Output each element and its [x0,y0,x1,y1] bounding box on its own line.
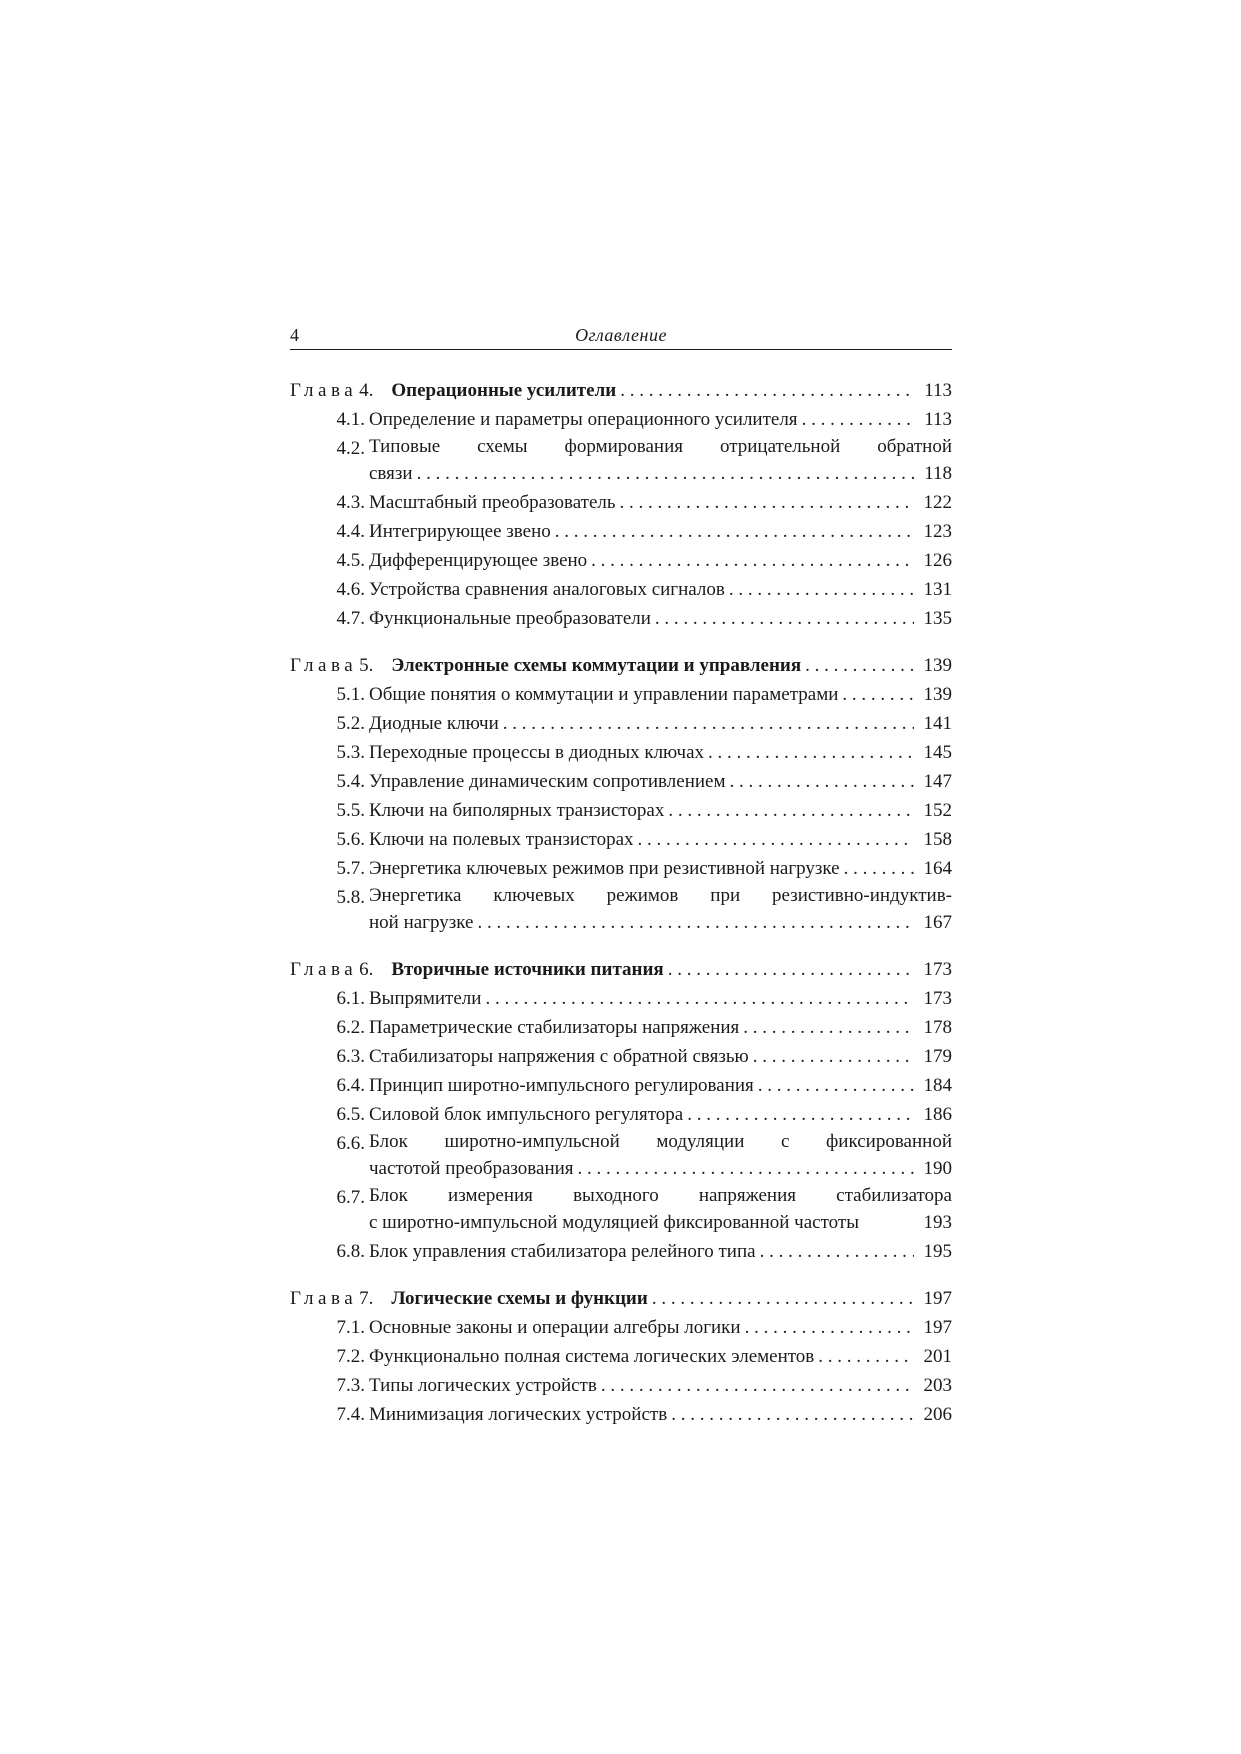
section-number: 7.4. [336,1404,365,1425]
dot-leader [620,488,914,517]
section-number: 6.3. [336,1046,365,1067]
section-page: 158 [923,829,952,850]
section-page: 123 [923,521,952,542]
section-entry[interactable] [290,825,952,854]
section-title: Интегрирующее звено [369,521,551,542]
dot-leader [591,546,914,575]
section-entry[interactable] [290,575,952,604]
chapter-page: 173 [923,959,952,980]
chapter-title: Вторичные источники питания [391,959,664,980]
section-title: Определение и параметры операционного усилителя [369,409,798,430]
section-page: 141 [923,713,952,734]
section-title [369,1183,952,1237]
section-number: 5.6. [336,829,365,850]
section-page: 190 [923,1158,952,1179]
section-entry[interactable] [290,984,952,1013]
chapter-entry[interactable] [290,955,952,984]
dot-leader [842,680,914,709]
chapter-block [290,651,952,937]
dot-leader [802,405,914,434]
section-title: Диодные ключи [369,713,499,734]
dot-leader [503,709,914,738]
section-number: 6.2. [336,1017,365,1038]
section-number: 5.4. [336,771,365,792]
section-entry[interactable] [290,738,952,767]
section-entry[interactable] [290,796,952,825]
chapter-number: 6. [359,959,374,980]
dot-leader [760,1237,914,1266]
section-page: 201 [923,1346,952,1367]
section-number: 4.2. [336,438,365,459]
section-entry[interactable] [290,680,952,709]
chapter-title: Операционные усилители [391,380,617,401]
section-title: Типы логических устройств [369,1375,597,1396]
dot-leader [620,376,914,405]
chapter-label: Глава [290,1288,358,1309]
chapter-block [290,955,952,1266]
dot-leader [729,575,914,604]
section-entry[interactable] [290,1183,952,1237]
section-entry[interactable] [290,1371,952,1400]
section-number: 5.3. [336,742,365,763]
section-title-line2: частотой преобразования [369,1158,574,1179]
chapter-page: 197 [923,1288,952,1309]
section-number: 6.8. [336,1241,365,1262]
section-page: 184 [923,1075,952,1096]
section-title: Принцип широтно-импульсного регулирования [369,1075,754,1096]
dot-leader [687,1100,914,1129]
section-page: 203 [923,1375,952,1396]
section-page: 164 [923,858,952,879]
page-number: 4 [290,325,299,345]
dot-leader [417,459,914,488]
section-entry[interactable] [290,1400,952,1429]
section-number: 6.7. [336,1187,365,1208]
section-entry[interactable] [290,604,952,633]
section-entry[interactable] [290,546,952,575]
section-number: 5.8. [336,887,365,908]
dot-leader [753,1042,914,1071]
dot-leader [578,1154,914,1183]
section-title-line2-row [369,1154,952,1183]
section-number: 4.3. [336,492,365,513]
section-entry[interactable] [290,1042,952,1071]
section-title-line2-row [369,459,952,488]
section-number: 6.1. [336,988,365,1009]
dot-leader [668,796,914,825]
section-title-line1: Блок измерения выходного напряжения стабилизатора [369,1185,952,1206]
section-title [369,1129,952,1183]
section-page: 186 [923,1104,952,1125]
dot-leader [638,825,915,854]
dot-leader [668,955,914,984]
section-page: 173 [923,988,952,1009]
section-number: 6.4. [336,1075,365,1096]
section-title: Устройства сравнения аналоговых сигналов [369,579,725,600]
section-number: 6.5. [336,1104,365,1125]
chapter-block [290,1284,952,1429]
dot-leader [818,1342,914,1371]
section-entry[interactable] [290,1237,952,1266]
section-title-line2: ной нагрузке [369,912,474,933]
section-number: 4.6. [336,579,365,600]
chapter-number: 4. [359,380,374,401]
section-number: 5.1. [336,684,365,705]
section-number: 6.6. [336,1133,365,1154]
section-entry[interactable] [290,517,952,546]
section-number: 7.2. [336,1346,365,1367]
dot-leader [743,1013,914,1042]
chapter-label: Глава [290,380,358,401]
section-page: 131 [923,579,952,600]
section-page: 197 [923,1317,952,1338]
section-page: 145 [923,742,952,763]
section-title: Переходные процессы в диодных ключах [369,742,705,763]
section-page: 122 [923,492,952,513]
running-header [290,325,952,350]
dot-leader [477,908,914,937]
section-entry[interactable] [290,767,952,796]
toc-page [290,325,952,1447]
section-title [369,883,952,937]
section-title: Ключи на биполярных транзисторах [369,800,665,821]
section-title: Блок управления стабилизатора релейного типа [369,1241,756,1262]
section-entry[interactable] [290,488,952,517]
chapter-title: Логические схемы и функции [391,1288,648,1309]
section-title: Функционально полная система логических элементов [369,1346,815,1367]
section-page: 167 [923,912,952,933]
section-title: Параметрические стабилизаторы напряжения [369,1017,740,1038]
section-number: 7.1. [336,1317,365,1338]
running-title: Оглавление [575,325,667,345]
dot-leader [745,1313,914,1342]
chapter-page: 139 [923,655,952,676]
section-entry[interactable] [290,1013,952,1042]
section-title: Управление динамическим сопротивлением [369,771,726,792]
dot-leader [805,651,914,680]
section-title-line2: связи [369,463,413,484]
section-title: Энергетика ключевых режимов при резистивной нагрузке [369,858,840,879]
section-title-line2-row [369,1208,952,1237]
section-page: 118 [924,463,952,484]
dot-leader [652,1284,914,1313]
section-title: Выпрямители [369,988,482,1009]
dot-leader [485,984,914,1013]
chapter-label: Глава [290,959,358,980]
section-title-line1: Энергетика ключевых режимов при резистивно-индуктив- [369,885,952,906]
section-page: 193 [923,1212,952,1233]
chapter-label: Глава [290,655,358,676]
section-entry[interactable] [290,434,952,488]
section-title: Масштабный преобразователь [369,492,616,513]
section-title: Основные законы и операции алгебры логики [369,1317,741,1338]
section-title-line2-row [369,908,952,937]
section-number: 4.1. [336,409,365,430]
table-of-contents [290,376,952,1429]
chapter-page: 113 [924,380,952,401]
dot-leader [671,1400,914,1429]
section-title: Стабилизаторы напряжения с обратной связью [369,1046,749,1067]
section-number: 7.3. [336,1375,365,1396]
dot-leader [708,738,914,767]
section-title-line1: Блок широтно-импульсной модуляции с фиксированной [369,1131,952,1152]
chapter-block [290,376,952,633]
section-page: 195 [923,1241,952,1262]
section-title: Силовой блок импульсного регулятора [369,1104,684,1125]
dot-leader [758,1071,914,1100]
chapter-number: 5. [359,655,374,676]
section-page: 126 [923,550,952,571]
section-entry[interactable] [290,405,952,434]
section-title: Общие понятия о коммутации и управлении параметрами [369,684,839,705]
chapter-entry[interactable] [290,1284,952,1313]
section-entry[interactable] [290,709,952,738]
dot-leader [844,854,914,883]
section-page: 147 [923,771,952,792]
section-entry[interactable] [290,1100,952,1129]
section-entry[interactable] [290,1071,952,1100]
section-page: 152 [923,800,952,821]
section-title: Ключи на полевых транзисторах [369,829,634,850]
section-number: 5.2. [336,713,365,734]
section-page: 179 [923,1046,952,1067]
section-page: 206 [923,1404,952,1425]
section-entry[interactable] [290,1342,952,1371]
section-title: Минимизация логических устройств [369,1404,668,1425]
section-number: 5.5. [336,800,365,821]
section-title [369,434,952,488]
section-entry[interactable] [290,854,952,883]
dot-leader [655,604,914,633]
section-entry[interactable] [290,1129,952,1183]
chapter-title: Электронные схемы коммутации и управления [391,655,802,676]
chapter-entry[interactable] [290,376,952,405]
section-title: Функциональные преобразователи [369,608,651,629]
section-number: 4.4. [336,521,365,542]
section-page: 135 [923,608,952,629]
section-number: 4.5. [336,550,365,571]
chapter-entry[interactable] [290,651,952,680]
section-entry[interactable] [290,1313,952,1342]
section-title-line2: с широтно-импульсной модуляцией фиксированной частоты [369,1212,859,1233]
section-title: Дифференцирующее звено [369,550,588,571]
section-page: 178 [923,1017,952,1038]
chapter-number: 7. [359,1288,374,1309]
section-page: 139 [923,684,952,705]
dot-leader [729,767,914,796]
section-title-line1: Типовые схемы формирования отрицательной обратной [369,436,952,457]
dot-leader [555,517,914,546]
section-number: 5.7. [336,858,365,879]
section-entry[interactable] [290,883,952,937]
dot-leader [601,1371,914,1400]
section-number: 4.7. [336,608,365,629]
section-page: 113 [924,409,952,430]
